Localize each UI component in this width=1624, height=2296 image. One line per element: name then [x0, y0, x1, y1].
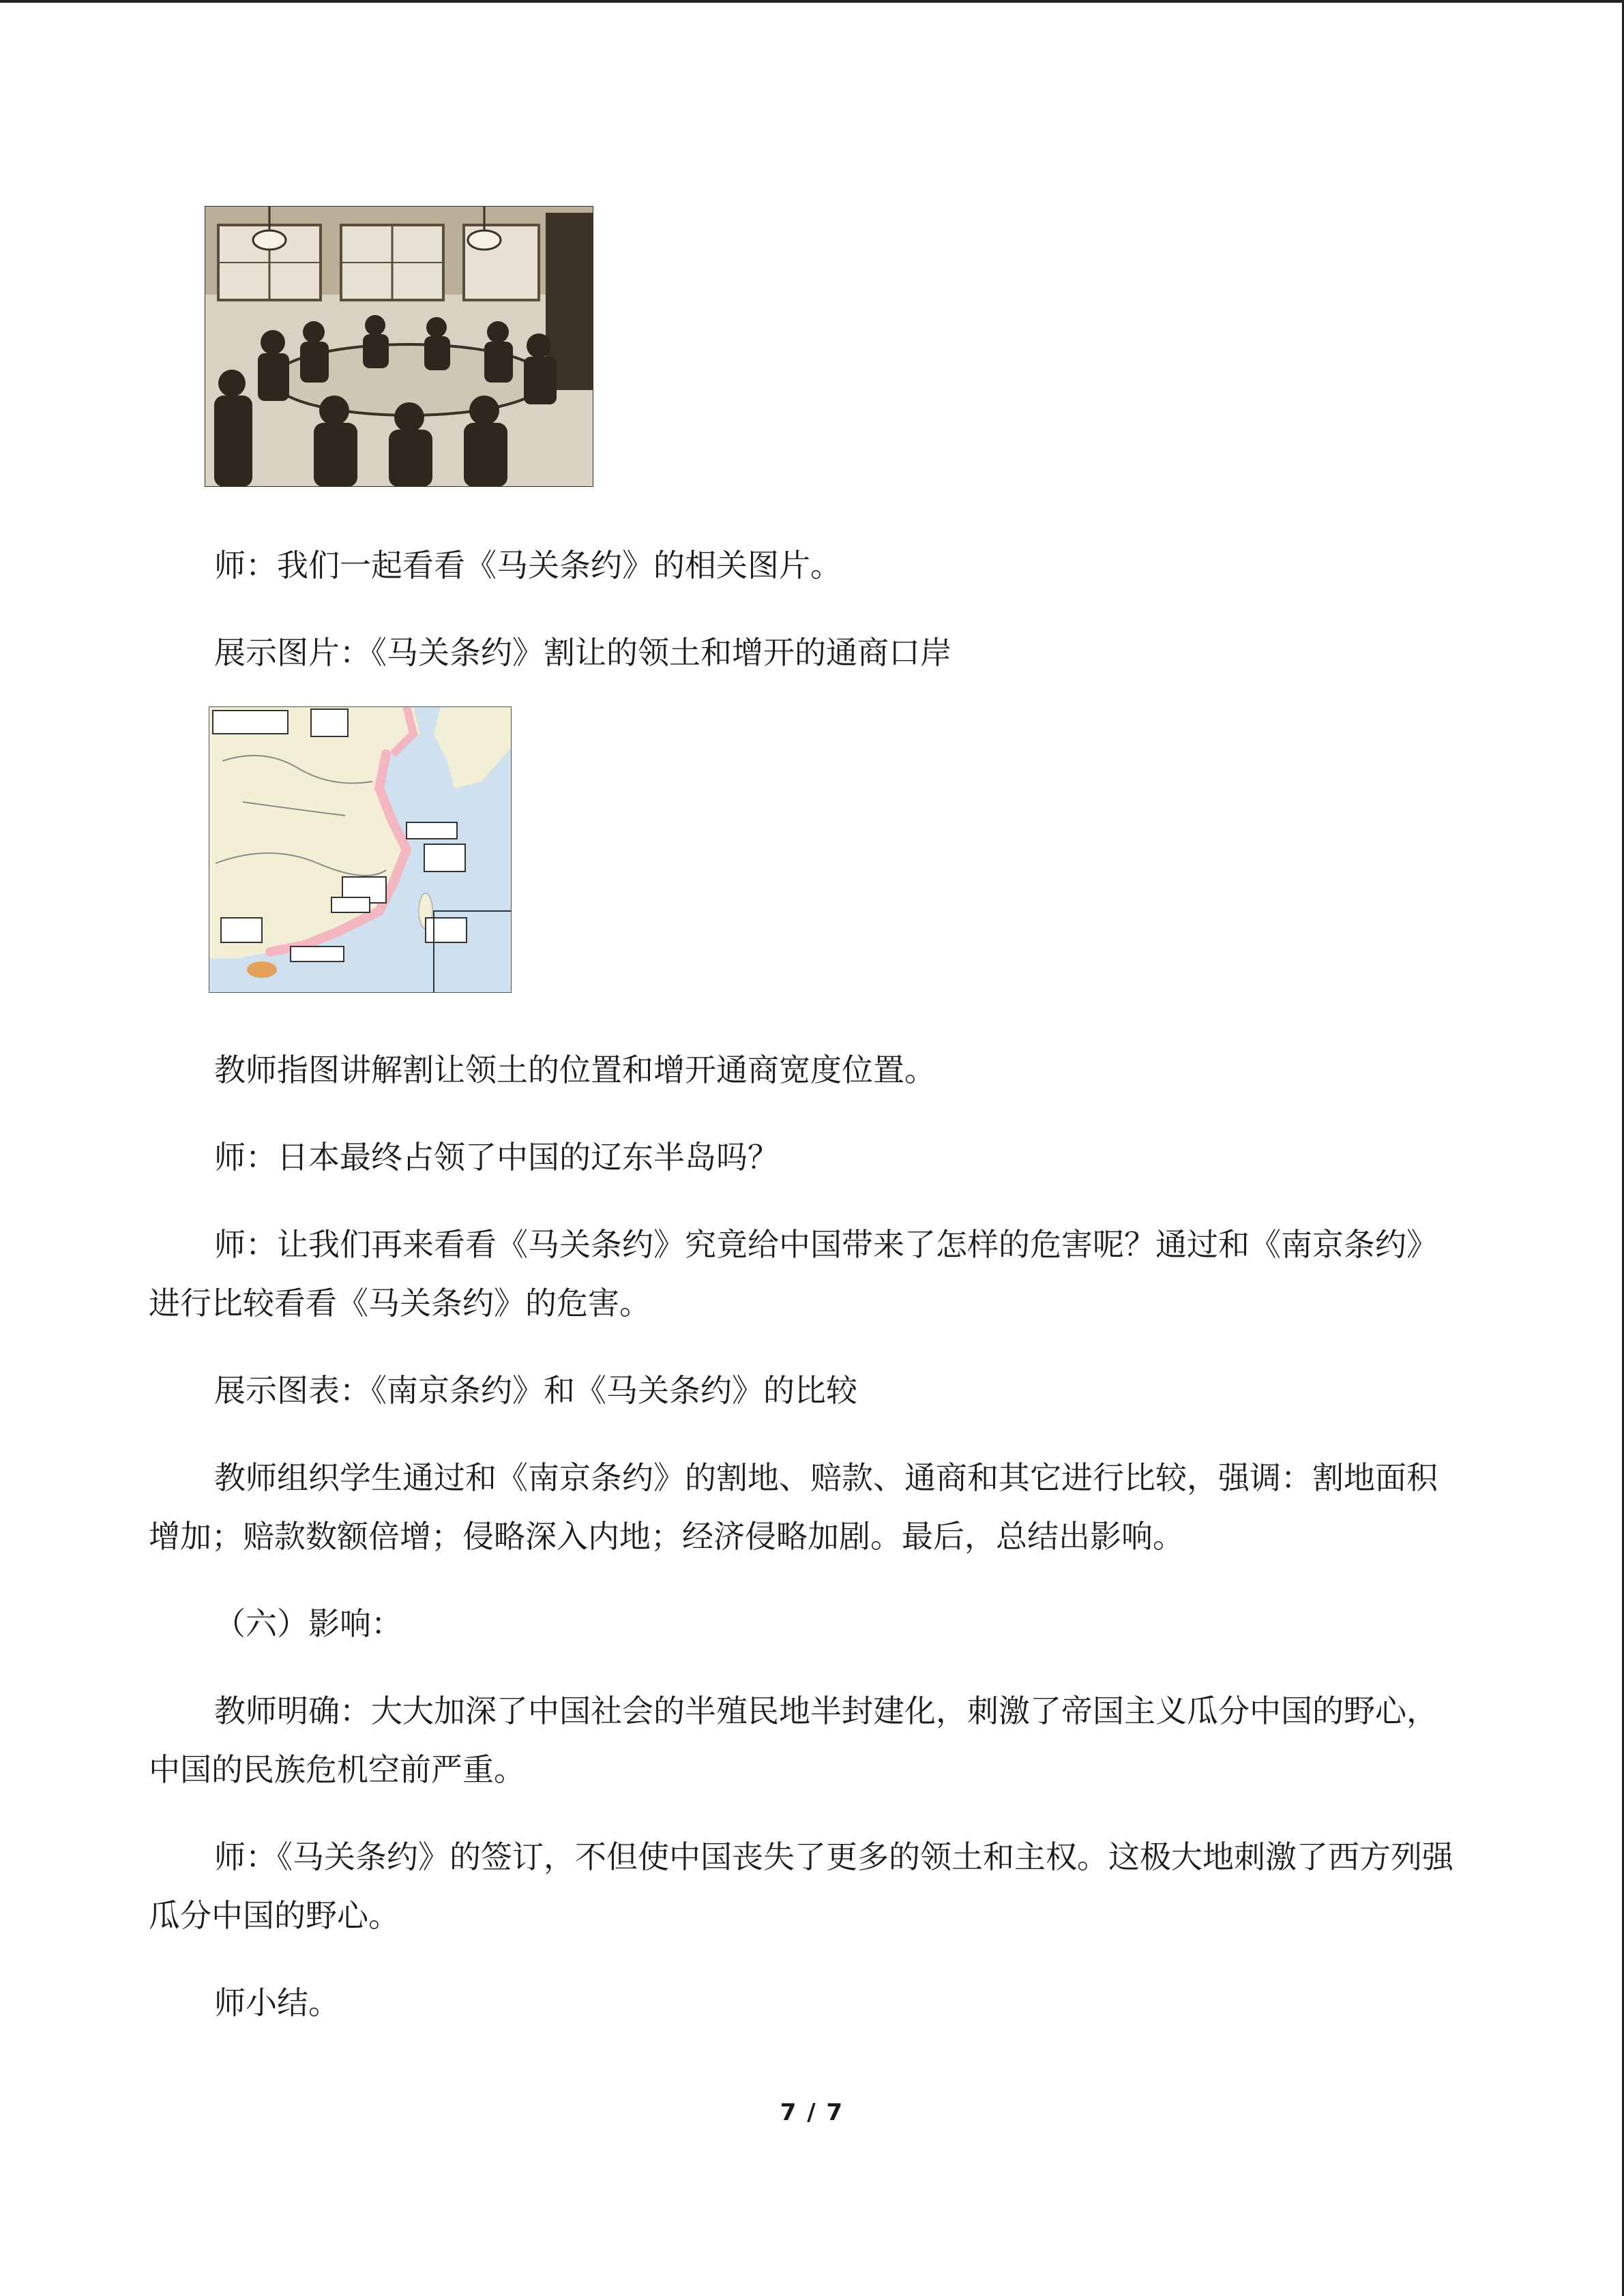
paragraph-1: 师：我们一起看看《马关条约》的相关图片。	[214, 547, 842, 584]
paragraph-2: 展示图片：《马关条约》割让的领土和增开的通商口岸	[214, 634, 951, 671]
paragraph-10: 师：《马关条约》的签订，不但使中国丧失了更多的领土和主权。这极大地刺激了西方列强瓜分中国的野心。	[149, 1838, 1453, 1934]
page-number: 7 / 7	[780, 2099, 844, 2126]
paragraph-5: 师：让我们再来看看《马关条约》究竟给中国带来了怎样的危害呢？通过和《南京条约》进行比较看看《马关条约》的危害。	[149, 1226, 1438, 1322]
paragraph-3: 教师指图讲解割让领土的位置和增开通商宽度位置。	[214, 1052, 936, 1088]
treaty-signing-photo	[205, 206, 593, 487]
paragraph-6: 展示图表：《南京条约》和《马关条约》的比较	[214, 1372, 857, 1409]
page-top-border	[0, 0, 1624, 3]
section-heading-impact: （六）影响：	[214, 1605, 402, 1642]
paragraph-7: 教师组织学生通过和《南京条约》的割地、赔款、通商和其它进行比较，强调：割地面积增加；赔款数额倍增；侵略深入内地；经济侵略加剧。最后，总结出影响。	[149, 1459, 1438, 1555]
paragraph-9: 教师明确：大大加深了中国社会的半殖民地半封建化，刺激了帝国主义瓜分中国的野心，中国的民族危机空前严重。	[149, 1693, 1438, 1788]
paragraph-11: 师小结。	[214, 1984, 340, 2021]
paragraph-4: 师：日本最终占领了中国的辽东半岛吗？	[214, 1139, 779, 1176]
treaty-ports-map	[209, 706, 512, 993]
